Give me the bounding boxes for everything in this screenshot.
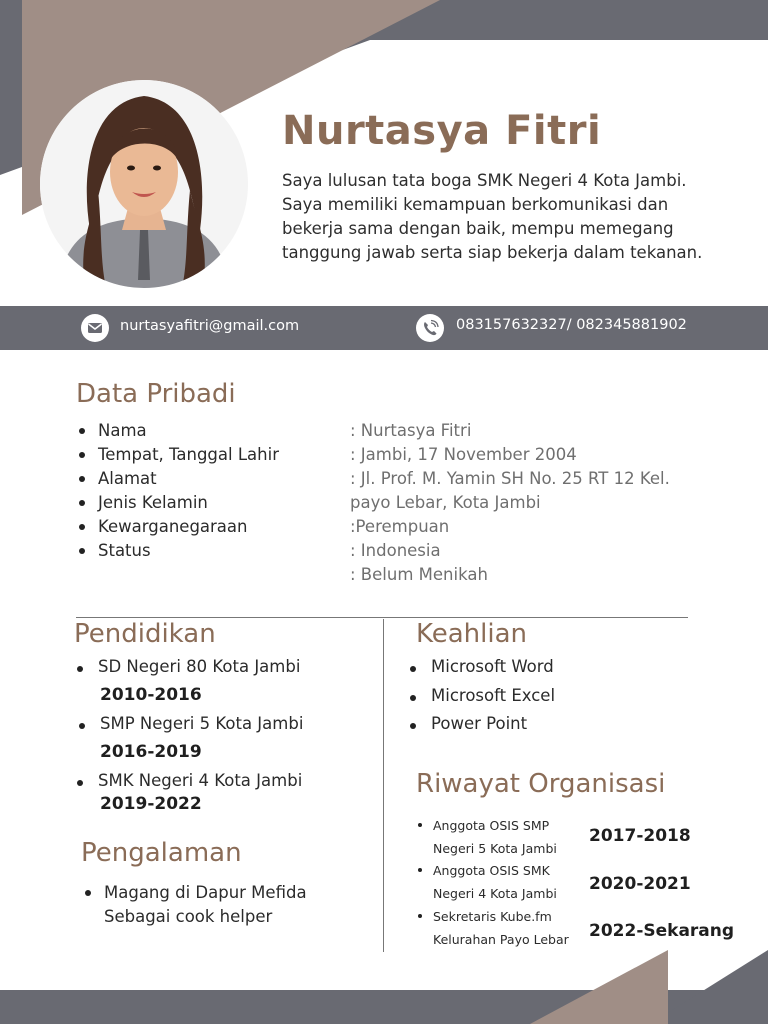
value-ttl: : Jambi, 17 November 2004 bbox=[350, 445, 577, 464]
organization-years-2: 2020-2021 bbox=[589, 874, 691, 894]
education-school-2: SMP Negeri 5 Kota Jambi bbox=[76, 714, 303, 733]
education-years-3: 2019-2022 bbox=[100, 794, 202, 814]
organization-2-line-2: Negeri 4 Kota Jambi bbox=[433, 886, 557, 901]
section-heading-keahlian: Keahlian bbox=[416, 619, 528, 649]
section-divider-horizontal bbox=[76, 617, 688, 618]
organization-item-2 bbox=[416, 859, 557, 905]
label-ttl: Tempat, Tanggal Lahir bbox=[76, 443, 279, 467]
value-nama: : Nurtasya Fitri bbox=[350, 421, 472, 440]
organization-3-line-2: Kelurahan Payo Lebar bbox=[433, 932, 569, 947]
organization-years-3: 2022-Sekarang bbox=[589, 921, 735, 941]
person-name: Nurtasya Fitri bbox=[282, 108, 602, 154]
skill-item-1: Microsoft Word bbox=[407, 657, 554, 676]
contact-bar bbox=[0, 306, 768, 350]
section-divider-vertical bbox=[383, 619, 384, 952]
label-status: Status bbox=[76, 539, 279, 563]
experience-item bbox=[84, 881, 307, 929]
section-heading-pendidikan: Pendidikan bbox=[74, 619, 216, 649]
personal-data-values bbox=[350, 419, 670, 587]
skill-item-2: Microsoft Excel bbox=[407, 686, 555, 705]
label-nama: Nama bbox=[76, 419, 279, 443]
value-jenis-kelamin: :Perempuan bbox=[350, 517, 450, 536]
organization-item-3 bbox=[416, 905, 569, 951]
value-status: : Belum Menikah bbox=[350, 565, 488, 584]
personal-data-labels bbox=[76, 419, 279, 563]
label-alamat: Alamat bbox=[76, 467, 279, 491]
organization-years-1: 2017-2018 bbox=[589, 826, 691, 846]
experience-line-1: Magang di Dapur Mefida bbox=[104, 883, 307, 902]
value-kewarganegaraan: : Indonesia bbox=[350, 541, 441, 560]
section-heading-pengalaman: Pengalaman bbox=[81, 838, 242, 868]
section-heading-data-pribadi: Data Pribadi bbox=[76, 379, 236, 409]
education-years-2: 2016-2019 bbox=[100, 742, 202, 762]
education-school-1: SD Negeri 80 Kota Jambi bbox=[74, 657, 300, 676]
value-alamat-1: : Jl. Prof. M. Yamin SH No. 25 RT 12 Kel. bbox=[350, 469, 670, 488]
phone-text[interactable]: 083157632327/ 082345881902 bbox=[456, 317, 687, 333]
education-school-3: SMK Negeri 4 Kota Jambi bbox=[74, 771, 302, 790]
profile-photo bbox=[40, 80, 248, 288]
bottom-taupe-triangle bbox=[530, 950, 668, 1024]
experience-line-2: Sebagai cook helper bbox=[104, 907, 273, 926]
skill-item-3: Power Point bbox=[407, 714, 527, 733]
organization-2-line-1: Anggota OSIS SMK bbox=[433, 863, 550, 878]
label-jenis-kelamin: Jenis Kelamin bbox=[76, 491, 279, 515]
organization-item-1 bbox=[416, 814, 557, 860]
value-alamat-2: payo Lebar, Kota Jambi bbox=[350, 493, 541, 512]
mail-icon bbox=[81, 314, 109, 342]
organization-3-line-1: Sekretaris Kube.fm bbox=[433, 909, 552, 924]
organization-1-line-2: Negeri 5 Kota Jambi bbox=[433, 841, 557, 856]
phone-icon bbox=[416, 314, 444, 342]
label-kewarganegaraan: Kewarganegaraan bbox=[76, 515, 279, 539]
education-years-1: 2010-2016 bbox=[100, 685, 202, 705]
profile-summary: Saya lulusan tata boga SMK Negeri 4 Kota Jambi. Saya memiliki kemampuan berkomunikasi dan bekerja sama dengan baik, mempu memegang tanggung jawab serta siap bekerja dalam tekanan. bbox=[282, 171, 703, 262]
organization-1-line-1: Anggota OSIS SMP bbox=[433, 818, 550, 833]
email-text[interactable]: nurtasyafitri@gmail.com bbox=[120, 318, 300, 334]
section-heading-organisasi: Riwayat Organisasi bbox=[416, 769, 666, 799]
